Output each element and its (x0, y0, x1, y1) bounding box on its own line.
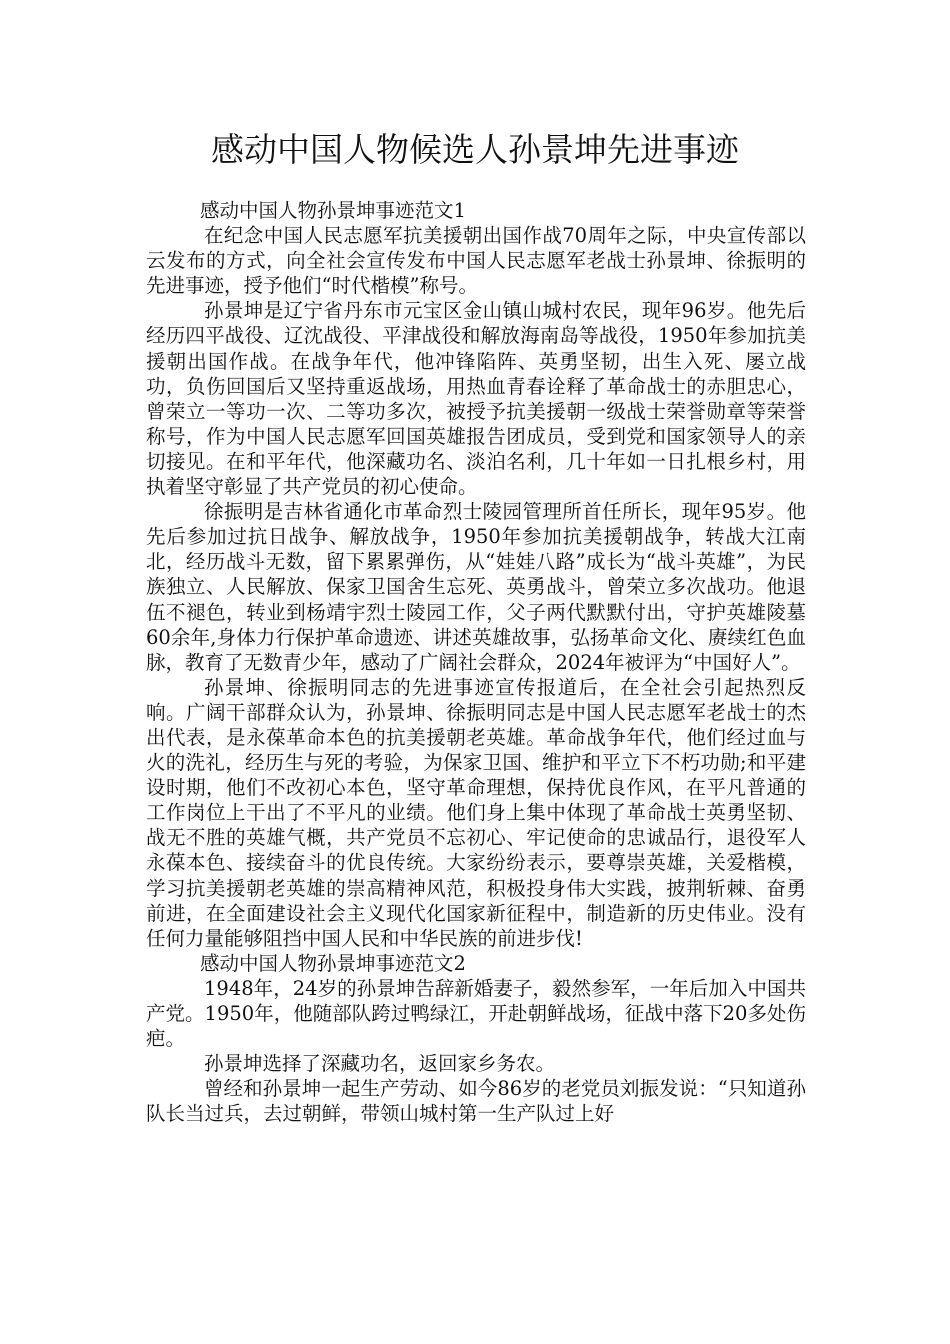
paragraph: 徐振明是吉林省通化市革命烈士陵园管理所首任所长，现年95岁。他先后参加过抗日战争、解放战争，1950年参加抗美援朝战争，转战大江南北，经历战斗无数，留下累累弹伤，从“娃娃八路”成长为“战斗英雄”，为民族独立、人民解放、保家卫国舍生忘死、英勇战斗，曾荣立多次战功。他退伍不褪色，转业到杨靖宇烈士陵园工作，父子两代默默付出，守护英雄陵墓60余年,身体力行保护革命遗迹、讲述英雄故事，弘扬革命文化、赓续红色血脉，教育了无数青少年，感动了广阔社会群众，2024年被评为“中国好人”。 (146, 500, 806, 674)
paragraph: 1948年，24岁的孙景坤告辞新婚妻子，毅然参军，一年后加入中国共产党。1950年，他随部队跨过鸭绿江，开赴朝鲜战场，征战中落下20多处伤疤。 (146, 976, 806, 1051)
section-heading-1: 感动中国人物孙景坤事迹范文1 (200, 199, 466, 222)
paragraph: 曾经和孙景坤一起生产劳动、如今86岁的老党员刘振发说：“只知道孙队长当过兵，去过朝鲜，带领山城村第一生产队过上好 (146, 1077, 806, 1126)
paragraph: 孙景坤是辽宁省丹东市元宝区金山镇山城村农民，现年96岁。他先后经历四平战役、辽沈战役、平津战役和解放海南岛等战役，1950年参加抗美援朝出国作战。在战争年代，他冲锋陷阵、英勇坚韧，出生入死、屡立战功，负伤回国后又坚持重返战场，用热血青春诠释了革命战士的赤胆忠心，曾荣立一等功一次、二等功多次，被授予抗美援朝一级战士荣誉勋章等荣誉称号，作为中国人民志愿军回国英雄报告团成员，受到党和国家领导人的亲切接见。在和平年代，他深藏功名、淡泊名利，几十年如一日扎根乡村，用执着坚守彰显了共产党员的初心使命。 (146, 299, 806, 499)
paragraph: 在纪念中国人民志愿军抗美援朝出国作战70周年之际，中央宣传部以云发布的方式，向全社会宣传发布中国人民志愿军老战士孙景坤、徐振明的先进事迹，授予他们“时代楷模”称号。 (146, 224, 806, 298)
paragraph: 孙景坤、徐振明同志的先进事迹宣传报道后，在全社会引起热烈反响。广阔干部群众认为，孙景坤、徐振明同志是中国人民志愿军老战士的杰出代表，是永葆革命本色的抗美援朝老英雄。革命战争年代，他们经过血与火的洗礼，经历生与死的考验，为保家卫国、维护和平立下不朽功勋;和平建设时期，他们不改初心本色，坚守革命理想，保持优良作风，在平凡普通的工作岗位上干出了不平凡的业绩。他们身上集中体现了革命战士英勇坚韧、战无不胜的英雄气概，共产党员不忘初心、牢记使命的忠诚品行，退役军人永葆本色、接续奋斗的优良传统。大家纷纷表示，要尊崇英雄，关爱楷模，学习抗美援朝老英雄的崇高精神风范，积极投身伟大实践，披荆斩棘、奋勇前进，在全面建设社会主义现代化国家新征程中，制造新的历史伟业。没有任何力量能够阻挡中国人民和中华民族的前进步伐! (146, 675, 806, 950)
document-body (146, 198, 806, 1126)
section-heading-2: 感动中国人物孙景坤事迹范文2 (200, 951, 466, 975)
document-title: 感动中国人物候选人孙景坤先进事迹 (211, 130, 739, 169)
paragraph: 孙景坤选择了深藏功名，返回家乡务农。 (204, 1052, 556, 1076)
